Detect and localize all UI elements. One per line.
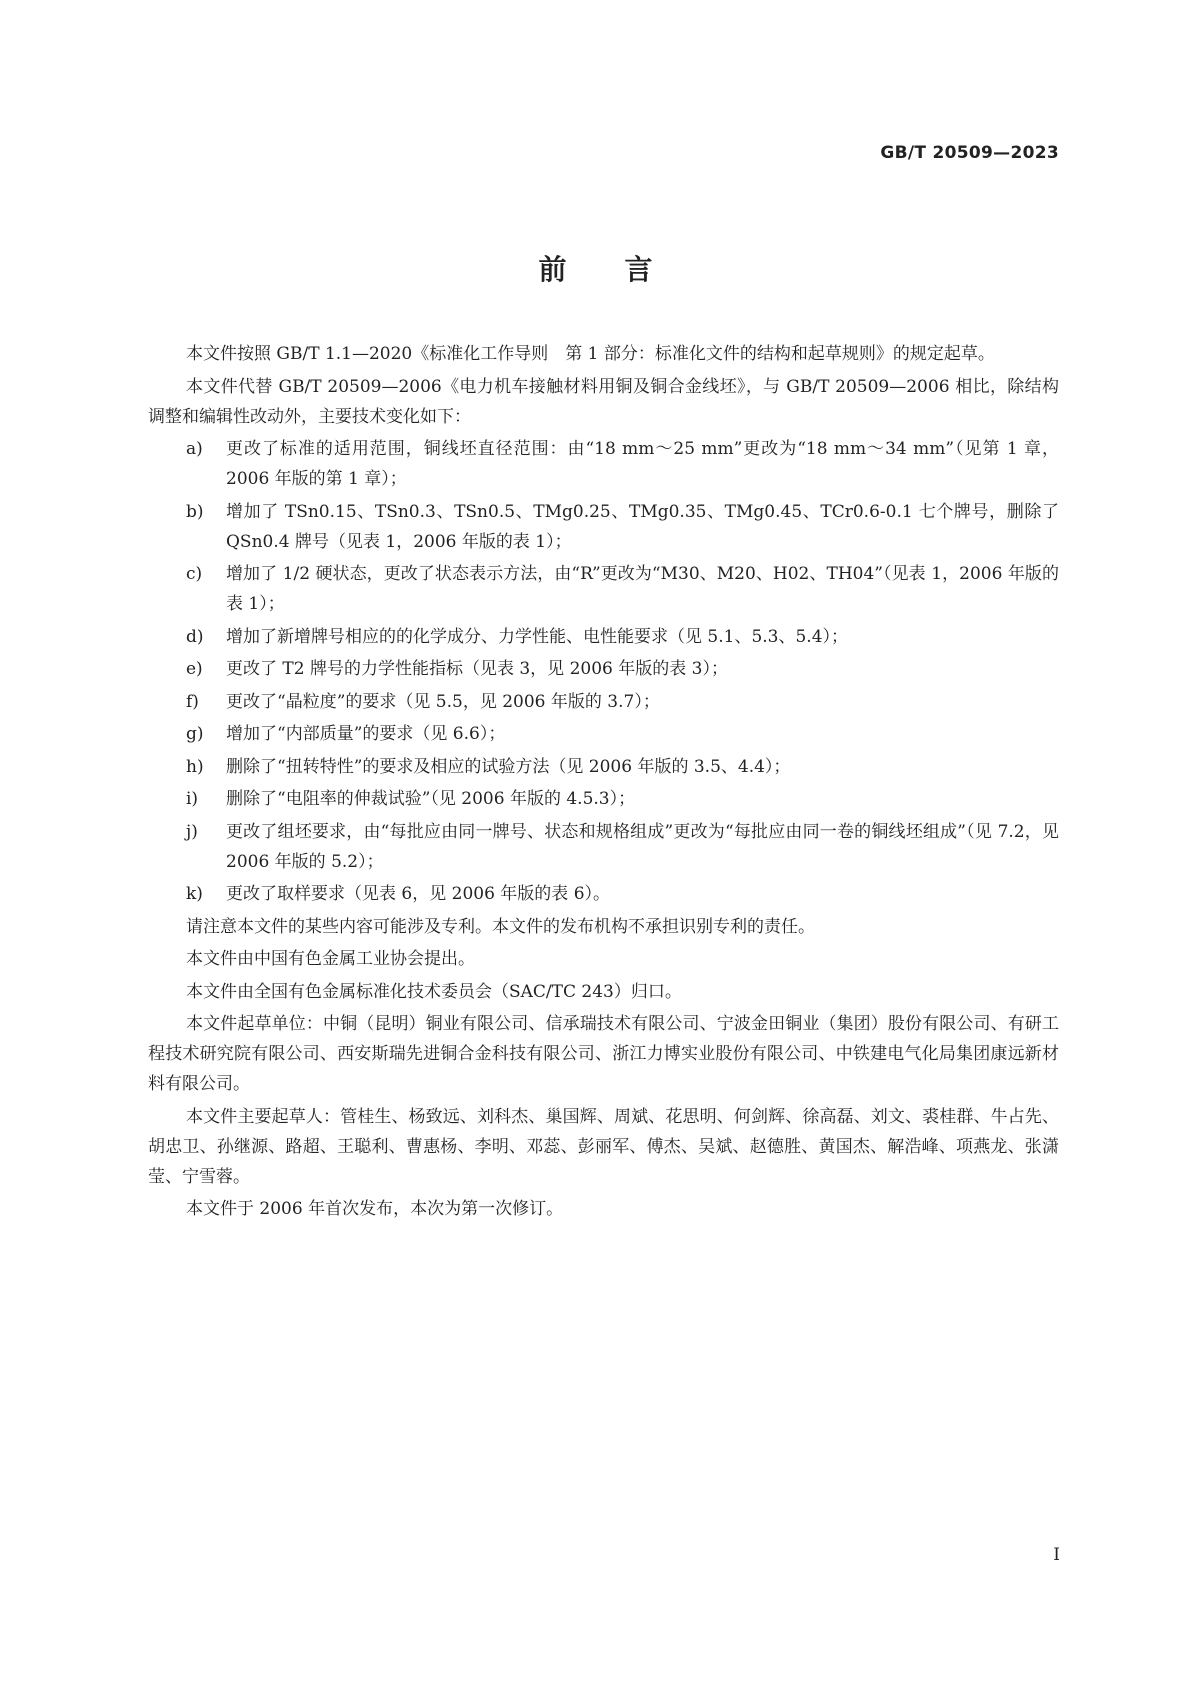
list-marker: k) <box>186 884 203 904</box>
list-marker: b) <box>186 501 204 522</box>
list-item-text: 删除了“电阻率的伸裁试验”（见 2006 年版的 4.5.3）； <box>226 789 636 809</box>
list-marker: a) <box>186 439 203 459</box>
list-item-text: 更改了取样要求（见表 6，见 2006 年版的表 6）。 <box>226 884 611 904</box>
list-marker: c) <box>186 564 203 584</box>
change-item-j <box>148 817 1059 877</box>
change-item-d <box>148 622 1059 652</box>
document-body <box>148 339 1059 1227</box>
change-item-k <box>148 879 1059 909</box>
change-item-b <box>148 497 1059 557</box>
list-marker: g) <box>186 724 204 744</box>
patent-notice: 请注意本文件的某些内容可能涉及专利。本文件的发布机构不承担识别专利的责任。 <box>186 916 815 937</box>
list-item-text: 增加了“内部质量”的要求（见 6.6）； <box>226 724 506 744</box>
list-item-text: 更改了“晶粒度”的要求（见 5.5，见 2006 年版的 3.7）； <box>226 691 660 712</box>
list-marker: e) <box>186 659 203 679</box>
change-item-e <box>148 654 1059 684</box>
list-item-text: 更改了标准的适用范围，铜线坯直径范围：由“18 mm～25 mm”更改为“18 mm～34 mm”（见第 1 章，2006 年版的第 1 章）； <box>226 439 1059 489</box>
intro-paragraph: 本文件按照 GB/T 1.1—2020《标准化工作导则 第 1 部分：标准化文件的结构和起草规则》的规定起草。 <box>186 344 995 364</box>
drafting-units-paragraph: 本文件起草单位：中铜（昆明）铜业有限公司、信承瑞技术有限公司、宁波金田铜业（集团）股份有限公司、有研工程技术研究院有限公司、西安斯瑞先进铜合金科技有限公司、浙江力博实业股份有限公司、中铁建电气化局集团康远新材料有限公司。 <box>148 1014 1059 1094</box>
history-paragraph: 本文件于 2006 年首次发布，本次为第一次修订。 <box>186 1199 564 1219</box>
replacement-paragraph: 本文件代替 GB/T 20509—2006《电力机车接触材料用铜及铜合金线坯》，与 GB/T 20509—2006 相比，除结构调整和编辑性改动外，主要技术变化如下： <box>148 376 1059 427</box>
list-item-text: 删除了“扭转特性”的要求及相应的试验方法（见 2006 年版的 3.5、4.4）； <box>226 756 791 777</box>
change-item-h <box>148 752 1059 782</box>
list-item-text: 更改了组坯要求，由“每批应由同一牌号、状态和规格组成”更改为“每批应由同一卷的铜线坯组成”（见 7.2，见 2006 年版的 5.2）； <box>226 821 1059 872</box>
change-item-a <box>148 434 1059 494</box>
standard-number: GB/T 20509—2023 <box>880 143 1059 163</box>
list-marker: d) <box>186 626 204 647</box>
list-marker: f) <box>186 691 199 712</box>
list-item-text: 更改了 T2 牌号的力学性能指标（见表 3，见 2006 年版的表 3）； <box>226 659 728 679</box>
change-item-f <box>148 687 1059 717</box>
committee-paragraph: 本文件由全国有色金属标准化技术委员会（SAC/TC 243）归口。 <box>186 981 682 1002</box>
list-item-text: 增加了 TSn0.15、TSn0.3、TSn0.5、TMg0.25、TMg0.35、TMg0.45、TCr0.6-0.1 七个牌号，删除了 QSn0.4 牌号（见表 1，2006 年版的表 1）； <box>226 501 1059 552</box>
change-item-c <box>148 559 1059 619</box>
proposer-paragraph: 本文件由中国有色金属工业协会提出。 <box>186 949 475 969</box>
list-item-text: 增加了 1/2 硬状态，更改了状态表示方法，由“R”更改为“M30、M20、H02、TH04”（见表 1，2006 年版的表 1）； <box>226 564 1059 614</box>
list-marker: j) <box>186 821 198 842</box>
list-marker: h) <box>186 756 204 777</box>
change-item-g <box>148 719 1059 749</box>
page-number: I <box>1053 1545 1060 1565</box>
page-title: 前言 <box>538 253 711 286</box>
list-marker: i) <box>186 789 199 809</box>
drafters-paragraph: 本文件主要起草人：管桂生、杨致远、刘科杰、巢国辉、周斌、花思明、何剑辉、徐高磊、刘文、裘桂群、牛占先、胡忠卫、孙继源、路超、王聪利、曹惠杨、李明、邓蕊、彭丽军、傅杰、吴斌、赵德胜、黄国杰、解浩峰、项燕龙、张潇莹、宁雪蓉。 <box>148 1106 1059 1187</box>
list-item-text: 增加了新增牌号相应的的化学成分、力学性能、电性能要求（见 5.1、5.3、5.4）； <box>226 626 849 647</box>
change-item-i <box>148 784 1059 814</box>
